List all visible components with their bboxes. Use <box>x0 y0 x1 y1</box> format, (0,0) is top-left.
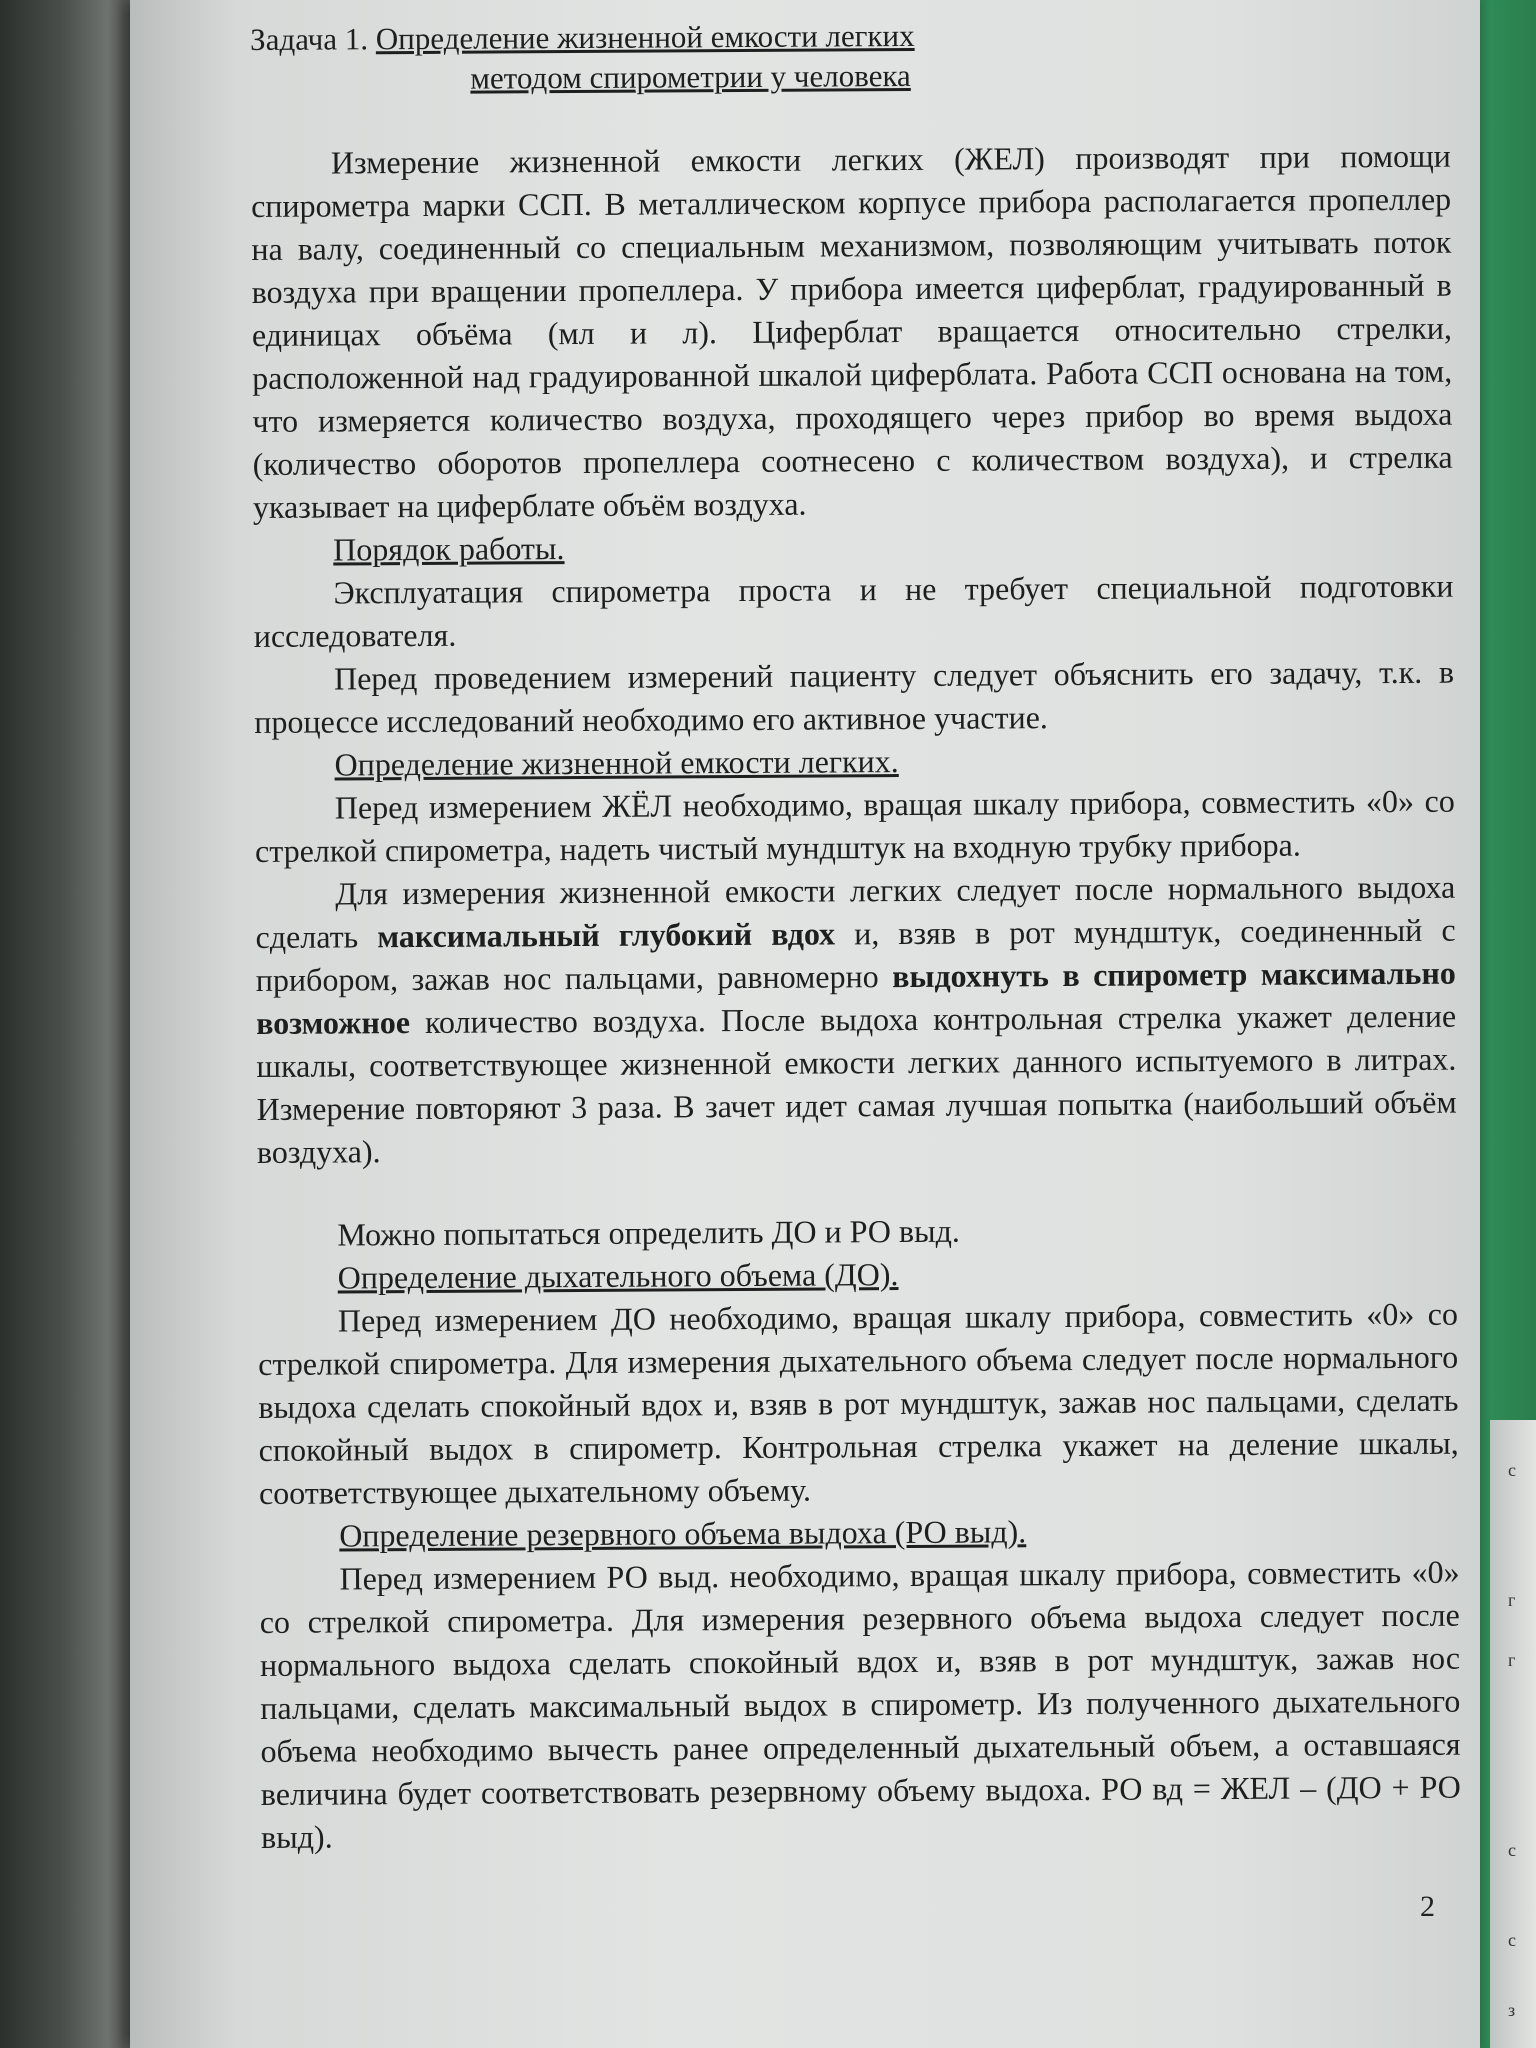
paragraph-optional: Можно попытаться определить ДО и РО выд. <box>337 1212 960 1253</box>
underlying-text-fragment: г <box>1508 1590 1516 1610</box>
heading-vital-capacity: Определение жизненной емкости легких. <box>334 743 899 783</box>
bold-text-run: максимальный глубокий вдох <box>377 915 836 955</box>
paragraph-reserve-volume: Перед измерением РО выд. необходимо, вращая шкалу прибора, совместить «0» со стрелкой спирометра. Для измерения резервного объема выдоха следует после нормального выдоха сделать спокойный вдох и, взяв в рот мундштук, зажав нос пальцами, сделать максимальный выдох в спирометр. Из полученного дыхательного объема необходимо вычесть ранее определенный дыхательный объем, а оставшаяся величина будет соответствовать резервному объему выдоха. РО вд = ЖЕЛ – (ДО + РО выд). <box>259 1553 1461 1855</box>
underlying-text-fragment: с <box>1508 1930 1516 1950</box>
text-run: и, взяв в рот мундштук, соединенный с прибором, зажав нос пальцами, равномерно <box>255 911 1456 998</box>
page-number: 2 <box>1420 1890 1435 1923</box>
text-run: количество воздуха. После выдоха контрольная стрелка укажет деление шкалы, соответствующее жизненной емкости легких данного испытуемого в литрах. Измерение повторяют 3 раза. В зачет идет самая лучшая попытка (наибольший объём воздуха). <box>256 997 1457 1170</box>
heading-tidal-volume: Определение дыхательного объема (ДО). <box>337 1256 899 1296</box>
paragraph-zhel-measure <box>255 866 1457 1174</box>
title-line-1: Определение жизненной емкости легких <box>375 17 915 57</box>
paragraph-tidal-volume: Перед измерением ДО необходимо, вращая шкалу прибора, совместить «0» со стрелкой спирометра. Для измерения дыхательного объема следует после нормального выдоха сделать спокойный вдох и, взяв в рот мундштук, зажав нос пальцами, сделать спокойный выдох в спирометр. Контрольная стрелка укажет на деление шкалы, соответствующее дыхательному объему. <box>258 1295 1459 1511</box>
title-line-2: методом спирометрии у человека <box>470 57 911 96</box>
underlying-text-fragment: с <box>1508 1460 1516 1480</box>
task-label: Задача 1. <box>250 21 369 57</box>
page-content <box>250 13 1461 1859</box>
text-run: Для измерения жизненной емкости легких следует после нормального выдоха сделать <box>255 868 1456 955</box>
heading-reserve-volume: Определение резервного объема выдоха (РО выд). <box>339 1513 1027 1554</box>
paragraph-explain-task: Перед проведением измерений пациенту следует объяснить его задачу, т.к. в процессе исследований необходимо его активное участие. <box>254 653 1455 740</box>
underlying-text-fragment: г <box>1508 1650 1516 1670</box>
paragraph-operation: Эксплуатация спирометра проста и не требует специальной подготовки исследователя. <box>253 567 1454 654</box>
underlying-page-edge <box>1490 1420 1536 2048</box>
heading-work-order: Порядок работы. <box>333 530 565 568</box>
paragraph-zhel-prep: Перед измерением ЖЁЛ необходимо, вращая шкалу прибора, совместить «0» со стрелкой спирометра, надеть чистый мундштук на входную трубку прибора. <box>254 782 1455 869</box>
underlying-text-fragment: с <box>1508 1840 1516 1860</box>
underlying-text-fragment: з <box>1508 2000 1516 2020</box>
page-title <box>250 13 1450 100</box>
document-page <box>130 0 1480 2048</box>
bold-text-run: выдохнуть в спирометр максимально возможное <box>256 954 1456 1041</box>
paragraph-intro: Измерение жизненной емкости легких (ЖЕЛ) производят при помощи спирометра марки ССП. В металлическом корпусе прибора располагается пропеллер на валу, соединенный со специальным механизмом, позволяющим учитывать поток воздуха при вращении пропеллера. У прибора имеется циферблат, градуированный в единицах объёма (мл и л). Циферблат вращается относительно стрелки, расположенной над градуированной шкалой циферблата. Работа ССП основана на том, что измеряется количество воздуха, проходящего через прибор во время выдоха (количество оборотов пропеллера соотнесено с количеством воздуха), и стрелка указывает на циферблате объём воздуха. <box>251 137 1453 525</box>
